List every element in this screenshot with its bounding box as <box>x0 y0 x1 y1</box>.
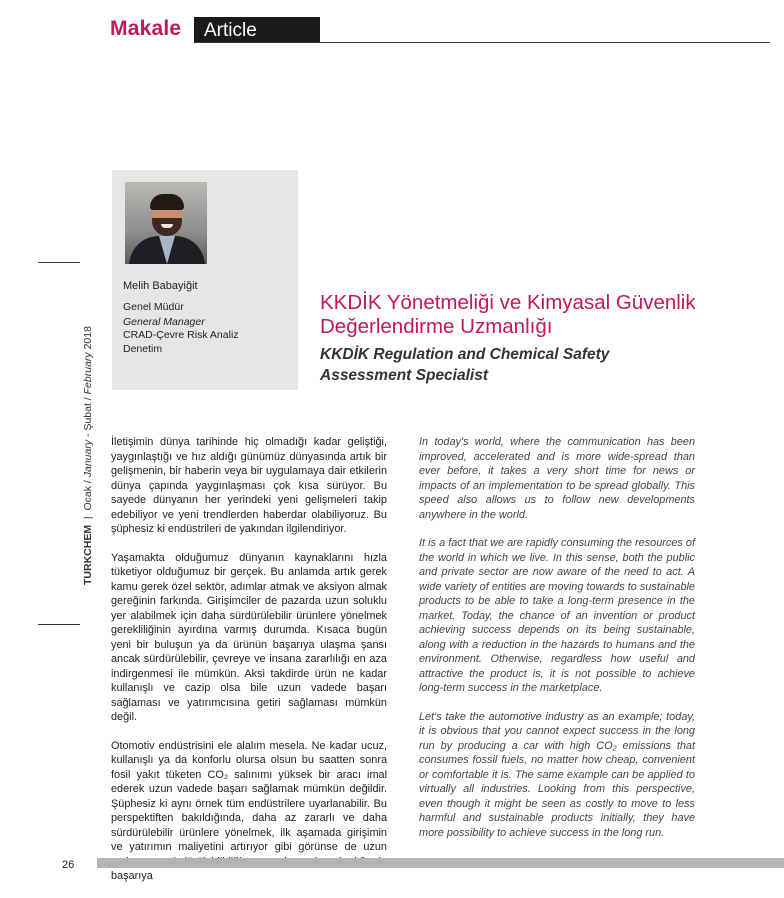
author-org-line1: CRAD-Çevre Risk Analiz <box>123 329 239 341</box>
author-box <box>112 170 298 390</box>
paragraph-en: Let's take the automotive industry as an example; today, it is obvious that you cannot expect success in the long run by producing a car with high CO₂ emissions that consumes fossil fuels, no matter how cheap, convenient or comfortable it is. The same example can be applied to virtually all industries. Looking from this perspective, even though it might be seen as costly to move to less harmful and sustainable products initially, they have more possibility to achieve success in the long run. <box>419 710 695 839</box>
issue-month-en: January <box>82 439 94 478</box>
paragraph-en: In today's world, where the communication has been improved, accelerated and is more wide-spread than ever before, it takes a very short time for news or impacts of an implementation to be spread globally. This speed also allows us to follow new developments anywhere in the world. <box>419 436 695 521</box>
author-role-en: General Manager <box>123 316 205 328</box>
paragraph-tr: Yaşamakta olduğumuz dünyanın kaynaklarını hızla tüketiyor olduğumuz bir gerçek. Bu anlamda artık gerek kamu gerek özel sektör, adımlar atmak ve aksiyon almak gereğinin farkında. Girişimciler de pazarda uzun soluklu yer alabilmek için daha sürdürülebilir ürünlere yönelmek gerekliliğinin ayırdına varmış durumda. Kısaca bugün yeni bir buluşun ya da ürünün başarıya ulaşma şansı ancak sürdürülebilir, çevreye ve insana zararlılığı en aza indirgenmesi ile mümkün. Aksi takdirde ürün ne kadar kullanışlı ve cazip olsa bile uzun vadede başarı sağlaması ve yatırımcısına getiri sağlaması mümkün değil. <box>111 551 387 723</box>
title-tr-line1: KKDİK Yönetmeliği ve Kimyasal Güvenlik <box>320 291 696 314</box>
sidebar-divider-bottom <box>38 624 80 625</box>
author-name: Melih Babayiğit <box>123 280 198 292</box>
footer-bar <box>97 858 784 868</box>
issue-month2-en: February <box>82 352 94 395</box>
article-title-en <box>320 344 740 386</box>
page-number: 26 <box>62 859 75 871</box>
sidebar-divider-top <box>38 262 80 263</box>
title-en-line2: Assessment Specialist <box>320 367 489 384</box>
header-rule <box>194 42 770 43</box>
paragraph-tr: Otomotiv endüstrisini ele alalım mesela. Ne kadar ucuz, kullanışlı ya da konforlu olursa olsun bu saatten sonra fosil yakıt tüketen CO₂ salınımı yüksek bir aracı imal ederek uzun vadede başarı sağlamak mümkün değildir. Şüphesiz ki aynı örnek tüm endüstrilere uyarlanabilir. Bu perspektiften bakıldığında, daha az zararlı ve daha sürdürülebilir ürünlere yönelmek, ilk aşamada girişimin ve yatırımın maliyetini artırıyor gibi görünse de uzun başarıya <box>111 739 387 882</box>
title-en-line1: KKDİK Regulation and Chemical Safety <box>320 346 610 363</box>
sidebar-issue-label <box>82 315 94 585</box>
author-photo <box>125 182 207 264</box>
section-label-en: Article <box>194 17 320 43</box>
separator: | <box>82 513 94 522</box>
issue-month-tr: Ocak / <box>82 477 94 511</box>
issue-month2-tr: - Şubat / <box>82 394 94 440</box>
title-tr-line2: Değerlendirme Uzmanlığı <box>320 315 553 338</box>
body-column-en <box>419 435 695 854</box>
paragraph-tr: İletişimin dünya tarihinde hiç olmadığı kadar geliştiği, yaygınlaştığı ve hız aldığı günümüz dünyasında artık bir gelişmenin, bir haberin veya bir uygulamaya dair etkilerin dünya çapında yaygınlaşması çok kısa sürüyor. Bu sayede dünyanın her yerindeki yeni gelişmeleri takip edebiliyor ve yeni trendlerden haberdar olabiliyoruz. Bu şüphesiz ki endüstrileri de yakından ilgilendiriyor. <box>111 436 387 535</box>
section-label-tr: Makale <box>110 17 182 40</box>
paragraph-en: It is a fact that we are rapidly consuming the resources of the world in which we live. In this sense, both the public and private sector are now aware of the need to act. A wide variety of entities are moving towards to sustainable products to be able to take a long-term presence in the market. Today, the chance of an invention or product achieving success depends on its being sustainable, along with a reduction in the hazards to humans and the environment. Otherwise, regardless how useful and attractive the product is, it is not possible to achieve long-term success in the marketplace. <box>419 537 695 694</box>
article-title-tr <box>320 291 740 339</box>
magazine-name: TURKCHEM <box>82 524 94 585</box>
author-org-line2: Denetim <box>123 343 163 355</box>
body-column-tr <box>111 435 387 898</box>
author-role-tr: Genel Müdür <box>123 301 184 313</box>
issue-year: 2018 <box>82 326 94 353</box>
